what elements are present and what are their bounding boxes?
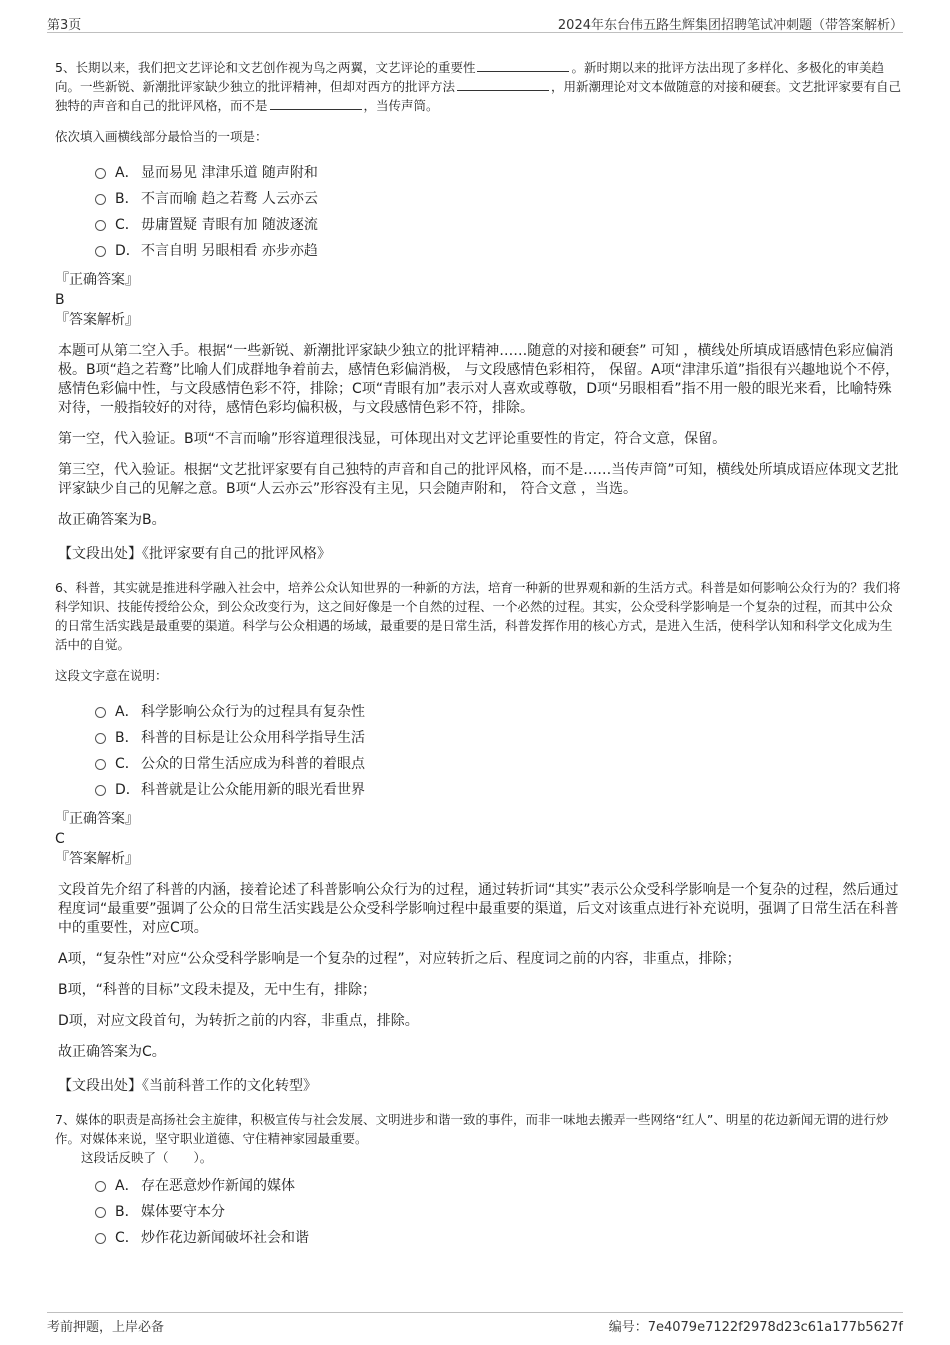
page-content: [55, 58, 903, 1257]
radio-icon[interactable]: [95, 707, 106, 718]
option-c[interactable]: C． 毋庸置疑 青眼有加 随波逐流: [95, 212, 903, 238]
question-5-options: [95, 160, 903, 264]
blank-1: [477, 59, 569, 72]
radio-icon[interactable]: [95, 220, 106, 231]
page-header: [47, 14, 903, 33]
source-citation: 【文段出处】《批评家要有自己的批评风格》: [58, 546, 331, 562]
radio-icon[interactable]: [95, 1207, 106, 1218]
option-a[interactable]: A． 存在恶意炒作新闻的媒体: [95, 1173, 903, 1199]
analysis-label: 『答案解析』: [55, 312, 139, 328]
analysis-paragraph: B项，“科普的目标”文段未提及，无中生有，排除；: [58, 982, 377, 998]
option-d[interactable]: D． 科普就是让公众能用新的眼光看世界: [95, 777, 903, 803]
correct-answer-label: 『正确答案』: [55, 811, 139, 827]
radio-icon[interactable]: [95, 759, 106, 770]
question-5-text: 5、长期以来，我们把文艺评论和文艺创作视为鸟之两翼，文艺评论的重要性 。新时期以来的批评方法出现了多样化、多极化的审美趋向。一些新锐、新潮批评家缺少独立的批评精神，但却对西方的批评方法 ，用新潮理论对文本做随意的对接和硬套。文艺批评家要有自己独特的声音和自己的批评风格，而不是 ，当传声筒。: [55, 60, 902, 113]
blank-3: [270, 97, 362, 110]
document-title: 2024年东台伟五路生辉集团招聘笔试冲刺题（带答案解析）: [557, 18, 903, 33]
option-b[interactable]: B． 媒体要守本分: [95, 1199, 903, 1225]
correct-answer-label: 『正确答案』: [55, 272, 139, 288]
question-7-text: 7、媒体的职责是高扬社会主旋律，积极宣传与社会发展、文明进步和谐一致的事件，而非一味地去搬弄一些网络“红人”、明星的花边新闻无谓的进行炒作。对媒体来说，坚守职业道德、守住精神家园最重要。: [55, 1112, 889, 1146]
analysis-paragraph: 第一空，代入验证。B项“不言而喻”形容道理很浅显，可体现出对文艺评论重要性的肯定，符合文意，保留。: [58, 431, 727, 447]
radio-icon[interactable]: [95, 194, 106, 205]
option-b[interactable]: B． 不言而喻 趋之若鹜 人云亦云: [95, 186, 903, 212]
option-d[interactable]: D． 不言自明 另眼相看 亦步亦趋: [95, 238, 903, 264]
question-7-stem: 这段话反映了（ ）。: [81, 1150, 213, 1165]
option-a[interactable]: A． 显而易见 津津乐道 随声附和: [95, 160, 903, 186]
radio-icon[interactable]: [95, 246, 106, 257]
analysis-paragraph: 故正确答案为B。: [58, 512, 166, 528]
analysis-paragraph: D项，对应文段首句，为转折之前的内容，非重点，排除。: [58, 1013, 419, 1029]
option-a[interactable]: A． 科学影响公众行为的过程具有复杂性: [95, 699, 903, 725]
analysis-paragraph: 本题可从第二空入手。根据“一些新锐、新潮批评家缺少独立的批评精神……随意的对接和硬套” 可知 ，横线处所填成语感情色彩应偏消极。B项“趋之若鹜”比喻人们成群地争着前去，感情色彩偏消极， 与文段感情色彩相符， 保留。A项“津津乐道”指很有兴趣地说个不停，感情色彩偏中性，与文段感情色彩不符，排除；C项“青眼有加”表示对人喜欢或尊敬，D项“另眼相看”指不用一般的眼光来看，比喻特殊对待，一般指较好的对待，感情色彩均偏积极，与文段感情色彩不符，排除。: [58, 343, 900, 416]
radio-icon[interactable]: [95, 168, 106, 179]
analysis-label: 『答案解析』: [55, 851, 139, 867]
footer-slogan: 考前押题，上岸必备: [47, 1320, 165, 1335]
document-id: 编号：7e4079e7122f2978d23c61a177b5627f: [608, 1320, 903, 1335]
question-5-stem: 依次填入画横线部分最恰当的一项是：: [55, 129, 268, 144]
correct-answer: C: [55, 831, 65, 847]
radio-icon[interactable]: [95, 733, 106, 744]
option-b[interactable]: B． 科普的目标是让公众用科学指导生活: [95, 725, 903, 751]
question-7-options: [95, 1173, 903, 1251]
blank-2: [457, 78, 549, 91]
question-6-text: 6、科普，其实就是推进科学融入社会中，培养公众认知世界的一种新的方法，培育一种新的世界观和新的生活方式。科普是如何影响公众行为的？我们将科学知识、技能传授给公众，到公众改变行为，这之间好像是一个自然的过程、一个必然的过程。其实，公众受科学影响是一个复杂的过程，而其中公众的日常生活实践是最重要的渠道。科学与公众相遇的场域，最重要的是日常生活，科普发挥作用的核心方式，是进入生活，使科学认知和科学文化成为生活中的自觉。: [55, 580, 901, 652]
analysis-paragraph: A项，“复杂性”对应“公众受科学影响是一个复杂的过程”，对应转折之后、程度词之前的内容，非重点，排除；: [58, 951, 741, 967]
analysis-paragraph: 故正确答案为C。: [58, 1044, 166, 1060]
option-c[interactable]: C． 炒作花边新闻破坏社会和谐: [95, 1225, 903, 1251]
option-c[interactable]: C． 公众的日常生活应成为科普的着眼点: [95, 751, 903, 777]
page-footer: [47, 1312, 903, 1333]
source-citation: 【文段出处】《当前科普工作的文化转型》: [58, 1078, 317, 1094]
analysis-paragraph: 文段首先介绍了科普的内涵，接着论述了科普影响公众行为的过程，通过转折词“其实”表示公众受科学影响是一个复杂的过程，然后通过程度词“最重要”强调了公众的日常生活实践是公众受科学影响过程中最重要的渠道，后文对该重点进行补充说明，强调了日常生活在科普中的重要性，对应C项。: [58, 882, 899, 936]
page-number: 第3页: [47, 18, 82, 33]
question-6-options: [95, 699, 903, 803]
radio-icon[interactable]: [95, 1233, 106, 1244]
radio-icon[interactable]: [95, 1181, 106, 1192]
analysis-paragraph: 第三空，代入验证。根据“文艺批评家要有自己独特的声音和自己的批评风格，而不是……当传声筒”可知，横线处所填成语应体现文艺批评家缺少自己的见解之意。B项“人云亦云”形容没有主见，只会随声附和， 符合文意 ，当选。: [58, 462, 899, 497]
radio-icon[interactable]: [95, 785, 106, 796]
question-6-stem: 这段文字意在说明：: [55, 668, 168, 683]
correct-answer: B: [55, 292, 65, 308]
